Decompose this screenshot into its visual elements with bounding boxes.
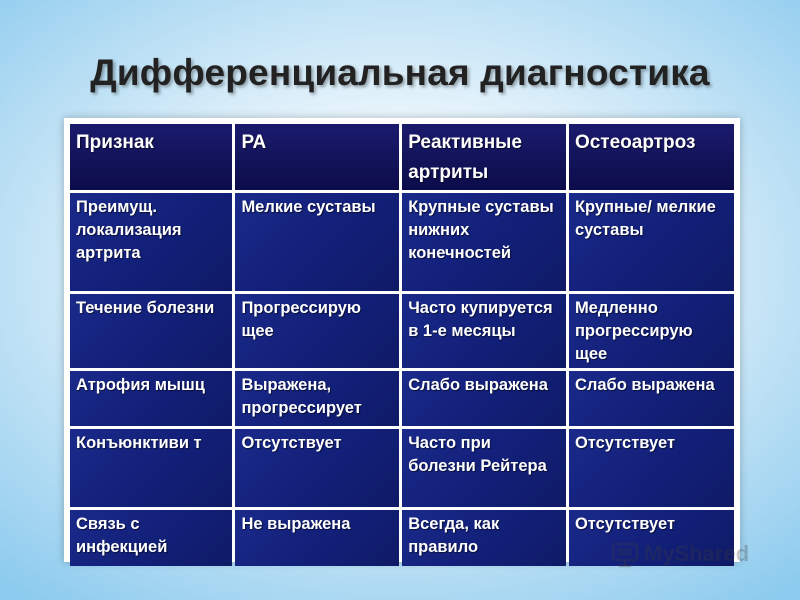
table-cell: Отсутствует: [235, 429, 399, 507]
table-cell: Слабо выражена: [402, 371, 566, 426]
slide-title: Дифференциальная диагностика: [90, 52, 710, 93]
table-cell: Часто при болезни Рейтера: [402, 429, 566, 507]
header-cell-sign: Признак: [70, 124, 232, 190]
table-cell: Часто купируется в 1-е месяцы: [402, 294, 566, 368]
table-row: [70, 429, 734, 507]
header-cell-ra: РА: [235, 124, 399, 190]
table-row: [70, 371, 734, 426]
watermark-text: MyShared: [644, 541, 750, 566]
table-cell: Выражена, прогрессирует: [235, 371, 399, 426]
table-cell: Отсутствует: [569, 510, 734, 566]
table-cell: Крупные суставы нижних конечностей: [402, 193, 566, 291]
table-cell: Мелкие суставы: [235, 193, 399, 291]
table-cell: Прогрессирую щее: [235, 294, 399, 368]
table-cell: Всегда, как правило: [402, 510, 566, 566]
table-cell: Конъюнктиви т: [70, 429, 232, 507]
table-cell: Связь с инфекцией: [70, 510, 232, 566]
table-cell: Не выражена: [235, 510, 399, 566]
watermark: [610, 538, 749, 570]
table-cell: Отсутствует: [569, 429, 734, 507]
diagnosis-table: [64, 118, 740, 562]
table-cell: Преимущ. локализация артрита: [70, 193, 232, 291]
table-row: [70, 193, 734, 291]
table-cell: Слабо выражена: [569, 371, 734, 426]
myshared-logo-icon: [610, 539, 640, 569]
table-header-row: [70, 124, 734, 190]
table-cell: Крупные/ мелкие суставы: [569, 193, 734, 291]
table-cell: Медленно прогрессирую щее: [569, 294, 734, 368]
header-cell-osteoarthrosis: Остеоартроз: [569, 124, 734, 190]
header-cell-reactive-arthritis: Реактивные артриты: [402, 124, 566, 190]
table-cell: Течение болезни: [70, 294, 232, 368]
table-row: [70, 294, 734, 368]
table-cell: Атрофия мышц: [70, 371, 232, 426]
